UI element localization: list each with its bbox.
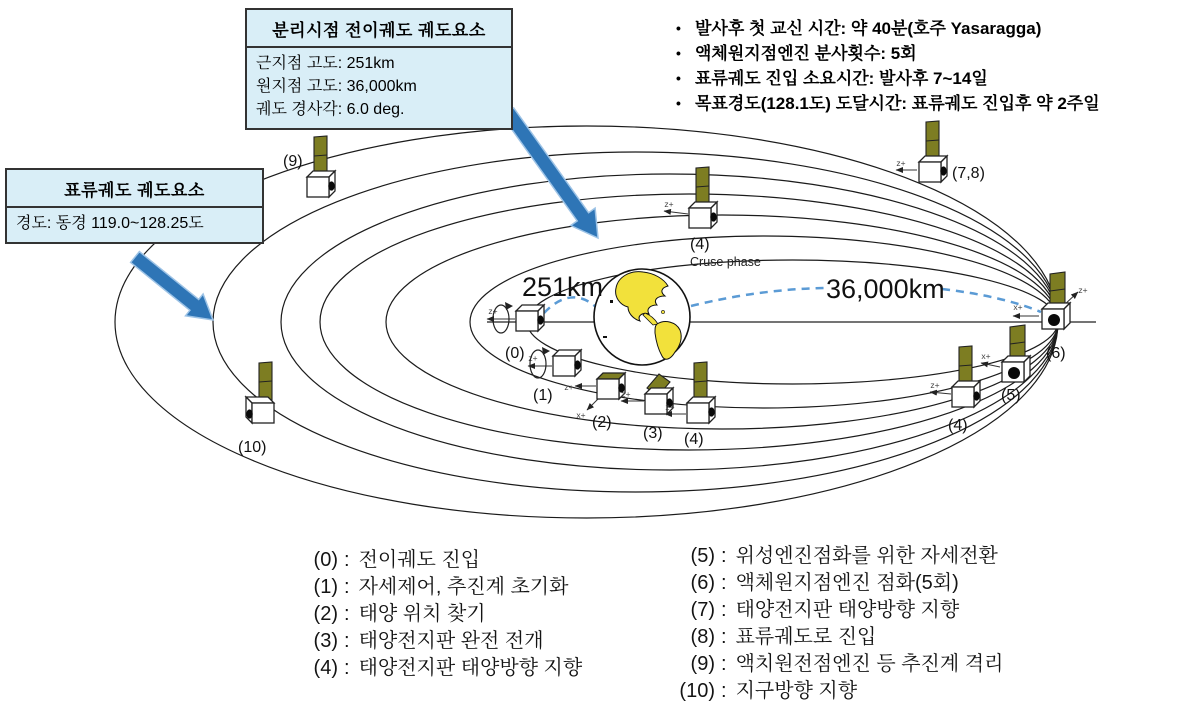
legend-text: 태양 위치 찾기 xyxy=(358,603,486,625)
thruster-dot xyxy=(537,315,543,324)
legend-separator: : xyxy=(721,599,727,621)
legend-separator: : xyxy=(721,545,727,567)
earth xyxy=(594,269,690,365)
thruster-dot xyxy=(940,166,946,175)
satellite-label: (4) xyxy=(948,417,968,434)
drift-orbit-info-title: 표류궤도 궤도요소 xyxy=(7,170,262,208)
info-line: 경도: 동경 119.0~128.25도 xyxy=(16,215,204,232)
legend-number: (3) xyxy=(313,630,338,652)
satellite-label: (7,8) xyxy=(952,165,985,182)
legend-text: 태양전지판 태양방향 지향 xyxy=(735,599,960,621)
island xyxy=(661,310,664,313)
info-line: 원지점 고도: 36,000km xyxy=(256,78,417,95)
satellite-marker xyxy=(238,362,274,456)
legend-text: 태양전지판 태양방향 지향 xyxy=(358,657,583,679)
bullet-icon: • xyxy=(676,95,681,111)
drift-orbit-info-box xyxy=(5,168,264,244)
axis-label: x+ xyxy=(576,410,586,420)
apogee-dashed-arc-left xyxy=(691,288,826,306)
legend-number: (4) xyxy=(313,657,338,679)
legend-number: (0) xyxy=(313,549,338,571)
satellite-label: (4) xyxy=(690,236,710,253)
legend-text: 전이궤도 진입 xyxy=(358,549,481,571)
axis-arrow xyxy=(664,211,688,214)
transfer-orbit-info-box xyxy=(245,8,513,130)
legend-row xyxy=(296,547,582,574)
bullet-icon: • xyxy=(676,45,681,61)
legend-separator: : xyxy=(344,657,350,679)
satellite-marker xyxy=(528,347,581,404)
mission-fact-text: 발사후 첫 교신 시간: 약 40분(호주 Yasaragga) xyxy=(695,19,1042,38)
thruster-dot xyxy=(328,181,334,190)
satellite-marker xyxy=(564,373,625,431)
satellite-marker xyxy=(896,121,985,182)
legend-row xyxy=(296,628,582,655)
legend-text: 위성엔진점화를 위한 자세전환 xyxy=(735,545,998,567)
bullet-icon: • xyxy=(676,20,681,36)
axis-label: z+ xyxy=(665,402,675,412)
legend-separator: : xyxy=(721,680,727,702)
mission-fact xyxy=(676,41,1100,66)
legend-row xyxy=(645,624,1003,651)
axis-label: x+ xyxy=(1013,302,1023,312)
satellite-marker xyxy=(665,362,715,448)
axis-label: z+ xyxy=(564,382,574,392)
satellite-marker xyxy=(930,346,980,434)
legend-row xyxy=(645,597,1003,624)
mission-facts-list xyxy=(676,16,1100,116)
satellite-label: (9) xyxy=(283,153,303,170)
mission-fact-text: 액체원지점엔진 분사횟수: 5회 xyxy=(695,44,917,63)
thruster-dot xyxy=(973,391,979,400)
legend-separator: : xyxy=(344,549,350,571)
mission-fact-text: 목표경도(128.1도) 도달시간: 표류궤도 진입후 약 2주일 xyxy=(695,94,1100,113)
legend-separator: : xyxy=(721,572,727,594)
legend-text: 자세제어, 추진계 초기화 xyxy=(358,576,569,598)
axis-label: z+ xyxy=(896,158,906,168)
mission-fact xyxy=(676,91,1100,116)
legend-separator: : xyxy=(344,603,350,625)
legend-separator: : xyxy=(721,653,727,675)
legend-text: 액체원지점엔진 점화(5회) xyxy=(735,572,959,594)
legend-number: (10) xyxy=(679,680,715,702)
phase-legend-right xyxy=(645,543,1003,705)
thruster-dot xyxy=(246,409,252,418)
legend-row xyxy=(296,574,582,601)
mission-fact-text: 표류궤도 진입 소요시간: 발사후 7~14일 xyxy=(695,69,988,88)
transfer-box-callout-arrow xyxy=(502,108,598,238)
legend-number: (1) xyxy=(313,576,338,598)
legend-number: (6) xyxy=(690,572,715,594)
satellite-label: (6) xyxy=(1046,345,1066,362)
transfer-orbit-info-body xyxy=(247,48,511,128)
perigee-distance-label: 251km xyxy=(522,272,604,302)
legend-number: (9) xyxy=(690,653,715,675)
info-line: 궤도 경사각: 6.0 deg. xyxy=(256,101,405,118)
satellite-label: (5) xyxy=(1001,387,1021,404)
legend-row xyxy=(645,678,1003,705)
legend-row xyxy=(645,570,1003,597)
axis-label: z+ xyxy=(664,199,674,209)
legend-text: 액치원전점엔진 등 추진계 격리 xyxy=(735,653,1004,675)
satellite-label: (4) xyxy=(684,431,704,448)
thruster-dot xyxy=(574,360,580,369)
drift-orbit-info-body xyxy=(7,208,262,242)
satellite-marker xyxy=(283,136,335,197)
legend-row xyxy=(645,543,1003,570)
axis-label: z+ xyxy=(1078,285,1088,295)
drift-box-callout-arrow xyxy=(131,252,213,320)
legend-row xyxy=(645,651,1003,678)
phase-legend-left xyxy=(296,547,582,682)
satellite-label: (3) xyxy=(643,425,663,442)
satellite-marker xyxy=(664,167,761,269)
legend-row xyxy=(296,601,582,628)
satellite-label: (0) xyxy=(505,345,525,362)
phase-sub-label: Cruse phase xyxy=(690,255,761,269)
thruster-dot xyxy=(710,212,716,221)
legend-text: 표류궤도로 진입 xyxy=(735,626,877,648)
axis-label: z+ xyxy=(621,389,631,399)
info-line: 근지점 고도: 251km xyxy=(256,55,395,72)
legend-text: 지구방향 지향 xyxy=(735,680,858,702)
legend-number: (2) xyxy=(313,603,338,625)
thruster-dot xyxy=(1008,367,1020,379)
map-mark xyxy=(603,336,607,338)
legend-number: (7) xyxy=(690,599,715,621)
axis-label: x+ xyxy=(981,351,991,361)
thruster-dot xyxy=(1048,314,1060,326)
mission-fact xyxy=(676,66,1100,91)
legend-number: (8) xyxy=(690,626,715,648)
legend-number: (5) xyxy=(690,545,715,567)
thruster-dot xyxy=(708,407,714,416)
axis-label: z+ xyxy=(930,380,940,390)
apogee-distance-label: 36,000km xyxy=(826,274,945,304)
axis-label: z+ xyxy=(528,353,538,363)
legend-separator: : xyxy=(344,630,350,652)
satellite-marker xyxy=(981,325,1030,404)
map-mark xyxy=(610,300,613,303)
satellite-label: (10) xyxy=(238,439,267,456)
legend-row xyxy=(296,655,582,682)
satellite-label: (1) xyxy=(533,387,553,404)
transfer-orbit-info-title: 분리시점 전이궤도 궤도요소 xyxy=(247,10,511,48)
satellite-label: (2) xyxy=(592,414,612,431)
legend-text: 태양전지판 완전 전개 xyxy=(358,630,544,652)
axis-label: z+ xyxy=(488,306,498,316)
bullet-icon: • xyxy=(676,70,681,86)
mission-fact xyxy=(676,16,1100,41)
legend-separator: : xyxy=(721,626,727,648)
legend-separator: : xyxy=(344,576,350,598)
axis-arrow xyxy=(930,392,951,394)
